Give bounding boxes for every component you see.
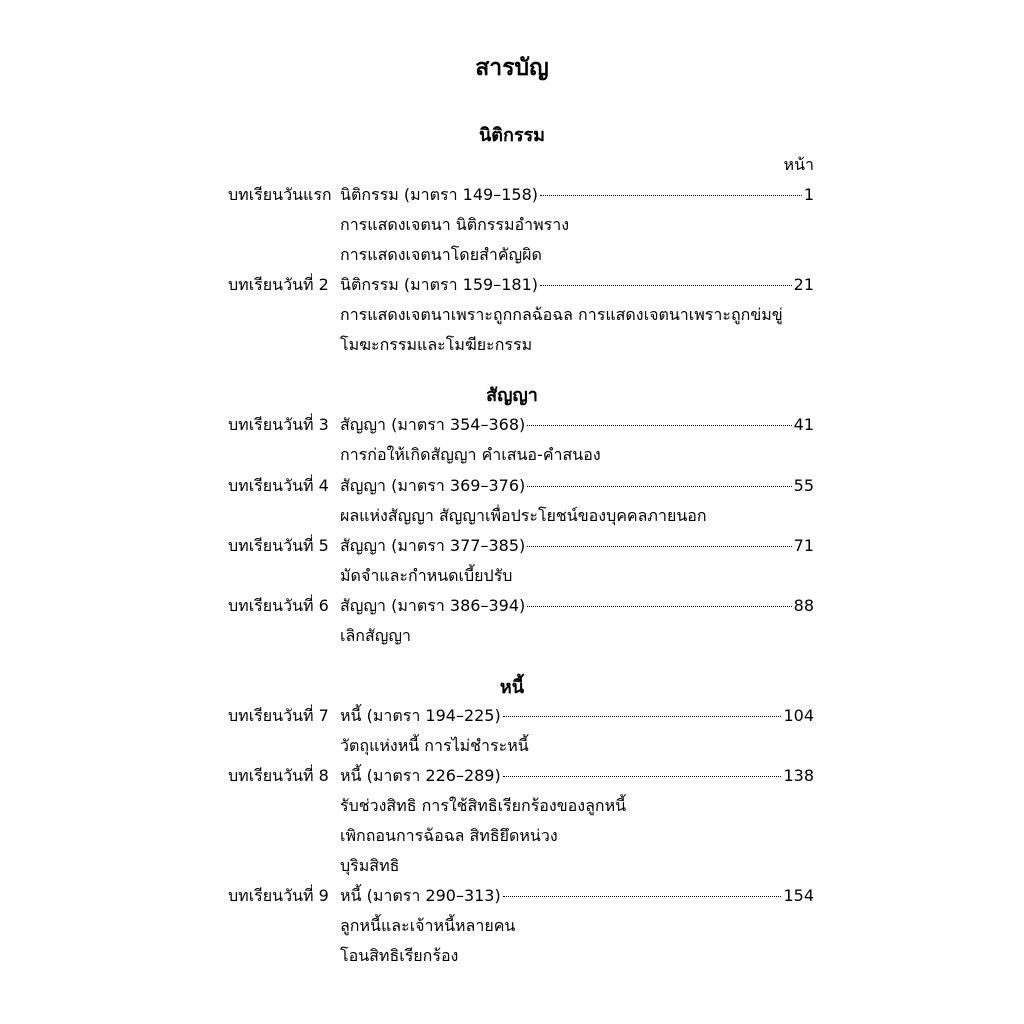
- subtopic: ผลแห่งสัญญา สัญญาเพื่อประโยชน์ของบุคคลภายนอก: [340, 506, 707, 525]
- subtopic: บุริมสิทธิ: [340, 856, 400, 875]
- page-number: 154: [783, 886, 814, 905]
- toc-entry[interactable]: [228, 594, 814, 618]
- dot-leader: [540, 195, 802, 196]
- page-number: 55: [793, 476, 814, 495]
- toc-entry[interactable]: [228, 183, 814, 207]
- toc-entry[interactable]: [228, 704, 814, 728]
- lesson-label: บทเรียนวันที่ 5: [228, 536, 329, 555]
- toc-entry[interactable]: [228, 764, 814, 788]
- subtopic: การแสดงเจตนา นิติกรรมอำพราง: [340, 215, 570, 234]
- dot-leader: [540, 285, 792, 286]
- entry-title: หนี้ (มาตรา 194–225): [340, 706, 501, 725]
- page-number: 1: [803, 185, 814, 204]
- page-number: 41: [793, 415, 814, 434]
- subtopic: โอนสิทธิเรียกร้อง: [340, 946, 459, 965]
- entry-title: นิติกรรม (มาตรา 149–158): [340, 185, 538, 204]
- lesson-label: บทเรียนวันที่ 4: [228, 476, 329, 495]
- page-number: 138: [783, 766, 814, 785]
- toc-entry[interactable]: [228, 884, 814, 908]
- subtopic: เลิกสัญญา: [340, 626, 411, 645]
- subtopic: การก่อให้เกิดสัญญา คำเสนอ-คำสนอง: [340, 445, 601, 464]
- entry-title: นิติกรรม (มาตรา 159–181): [340, 275, 538, 294]
- dot-leader: [527, 606, 791, 607]
- entry-title: สัญญา (มาตรา 386–394): [340, 596, 526, 615]
- page-number: 71: [793, 536, 814, 555]
- page-column-label: หน้า: [783, 155, 814, 174]
- lesson-label: บทเรียนวันที่ 7: [228, 706, 329, 725]
- section-heading: นิติกรรม: [478, 125, 546, 146]
- entry-title: สัญญา (มาตรา 377–385): [340, 536, 526, 555]
- dot-leader: [503, 716, 782, 717]
- page-title: สารบัญ: [475, 55, 549, 81]
- dot-leader: [527, 486, 791, 487]
- section-heading: สัญญา: [486, 385, 538, 406]
- subtopic: รับช่วงสิทธิ การใช้สิทธิเรียกร้องของลูกหนี้: [340, 796, 627, 815]
- lesson-label: บทเรียนวันที่ 2: [228, 275, 329, 294]
- subtopic: การแสดงเจตนาเพราะถูกกลฉ้อฉล การแสดงเจตนาเพราะถูกข่มขู่: [340, 305, 783, 324]
- subtopic: มัดจำและกำหนดเบี้ยปรับ: [340, 566, 513, 585]
- page-number: 21: [793, 275, 814, 294]
- lesson-label: บทเรียนวันที่ 8: [228, 766, 329, 785]
- entry-title: หนี้ (มาตรา 290–313): [340, 886, 501, 905]
- dot-leader: [527, 546, 791, 547]
- subtopic: การแสดงเจตนาโดยสำคัญผิด: [340, 245, 542, 264]
- dot-leader: [503, 896, 782, 897]
- section-heading: หนี้: [499, 677, 525, 698]
- subtopic: ลูกหนี้และเจ้าหนี้หลายคน: [340, 916, 516, 935]
- entry-title: สัญญา (มาตรา 369–376): [340, 476, 526, 495]
- page-number: 104: [783, 706, 814, 725]
- entry-title: หนี้ (มาตรา 226–289): [340, 766, 501, 785]
- subtopic: วัตถุแห่งหนี้ การไม่ชำระหนี้: [340, 736, 529, 755]
- lesson-label: บทเรียนวันที่ 6: [228, 596, 329, 615]
- page-number: 88: [793, 596, 814, 615]
- dot-leader: [527, 425, 791, 426]
- lesson-label: บทเรียนวันที่ 3: [228, 415, 329, 434]
- entry-title: สัญญา (มาตรา 354–368): [340, 415, 526, 434]
- subtopic: โมฆะกรรมและโมฆียะกรรม: [340, 335, 533, 354]
- dot-leader: [503, 776, 782, 777]
- toc-entry[interactable]: [228, 534, 814, 558]
- toc-entry[interactable]: [228, 413, 814, 437]
- lesson-label: บทเรียนวันที่ 9: [228, 886, 329, 905]
- toc-entry[interactable]: [228, 474, 814, 498]
- toc-entry[interactable]: [228, 273, 814, 297]
- lesson-label: บทเรียนวันแรก: [228, 185, 332, 204]
- subtopic: เพิกถอนการฉ้อฉล สิทธิยึดหน่วง: [340, 826, 558, 845]
